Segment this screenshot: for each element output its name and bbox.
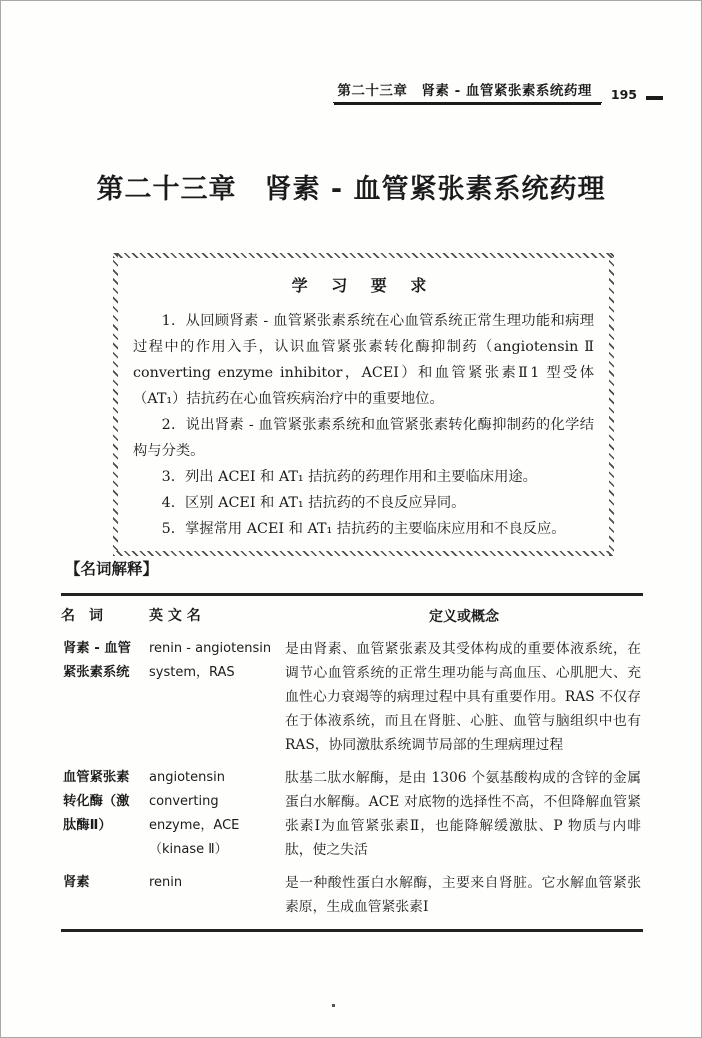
study-box-title: 学 习 要 求 [291, 276, 436, 295]
definition-cell: 肽基二肽水解酶，是由 1306 个氨基酸构成的含锌的金属蛋白水解酶。ACE 对底物的选择性不高，不但降解血管紧张素Ⅰ为血管紧张素Ⅱ，也能降解缓激肽、P 物质与内啡肽，使之失活 [285, 770, 641, 858]
english-cell: angiotensin converting enzyme，ACE（kinase Ⅱ） [149, 770, 240, 857]
table-row [61, 637, 643, 757]
chapter-title: 第二十三章 肾素 - 血管紧张素系统药理 [96, 174, 606, 205]
column-header-english: 英 文 名 [149, 608, 201, 624]
scan-artifact-dot [332, 1004, 335, 1007]
table-row [61, 766, 643, 862]
glossary-section-title: 【名词解释】 [65, 560, 159, 578]
study-item-3: 3．列出 ACEI 和 AT₁ 拮抗药的药理作用和主要临床用途。 [161, 469, 537, 485]
glossary-table [61, 593, 643, 932]
running-head [333, 79, 663, 103]
study-box-border-left [113, 253, 118, 556]
running-head-title: 第二十三章 肾素 - 血管紧张素系统药理 [333, 79, 602, 103]
table-row [61, 871, 643, 919]
english-cell: renin - angiotensin system，RAS [149, 641, 272, 680]
glossary-table-header-row [61, 601, 643, 631]
study-box-border-top [113, 253, 614, 258]
study-box-border-bottom [113, 551, 614, 556]
study-box-border-right [609, 253, 614, 556]
term-cell: 肾素 - 血管紧张素系统 [63, 641, 131, 680]
study-item-1: 1．从回顾肾素 - 血管紧张素系统在心血管系统正常生理功能和病理过程中的作用入手，认识血管紧张素转化酶抑制药（angiotensin Ⅱ converting enzyme inhibitor，ACEI）和血管紧张素Ⅱ1 型受体（AT₁）拮抗药在心血管疾病治疗中的重要地位。 [133, 313, 594, 407]
page-number-dash [646, 96, 663, 100]
definition-cell: 是一种酸性蛋白水解酶，主要来自肾脏。它水解血管紧张素原，生成血管紧张素Ⅰ [285, 875, 641, 915]
term-cell: 血管紧张素转化酶（激肽酶Ⅱ） [63, 770, 130, 833]
column-header-definition: 定义或概念 [429, 609, 499, 625]
term-cell: 肾素 [63, 875, 90, 890]
study-item-5: 5．掌握常用 ACEI 和 AT₁ 拮抗药的主要临床应用和不良反应。 [161, 521, 566, 537]
page-number: 195 [610, 87, 637, 102]
study-requirements-box [113, 253, 614, 556]
study-item-4: 4．区别 ACEI 和 AT₁ 拮抗药的不良反应异同。 [161, 495, 466, 511]
definition-cell: 是由肾素、血管紧张素及其受体构成的重要体液系统，在调节心血管系统的正常生理功能与高血压、心肌肥大、充血性心力衰竭等的病理过程中具有重要作用。RAS 不仅存在于体液系统，而且在肾脏、心脏、血管与脑组织中也有 RAS，协同激肽系统调节局部的生理病理过程 [285, 641, 641, 753]
column-header-term: 名 词 [61, 608, 103, 624]
english-cell: renin [149, 875, 183, 890]
study-item-2: 2．说出肾素 - 血管紧张素系统和血管紧张素转化酶抑制药的化学结构与分类。 [133, 417, 594, 459]
